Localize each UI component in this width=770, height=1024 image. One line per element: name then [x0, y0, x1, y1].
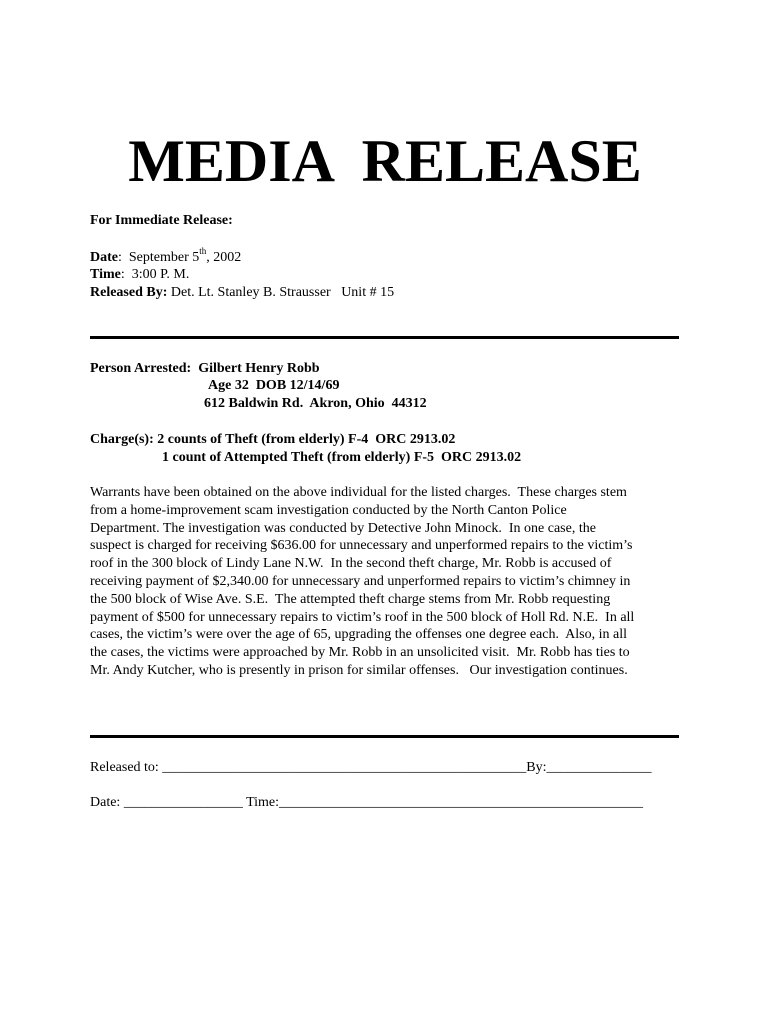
document-title: MEDIA RELEASE: [128, 128, 642, 194]
body-line: payment of $500 for unnecessary repairs to victim’s roof in the 500 block of Holl Rd. N.E. In all: [90, 609, 635, 625]
body-line: roof in the 300 block of Lindy Lane N.W. In the second theft charge, Mr. Robb is accused of: [90, 556, 612, 572]
immediate-release-label: For Immediate Release:: [90, 213, 233, 228]
date-time-field[interactable]: Date: _________________ Time:____________________________________________________: [90, 795, 644, 810]
body-line: suspect is charged for receiving $636.00 for unnecessary and unperformed repairs to the victim’s: [90, 538, 633, 554]
date-value-post: , 2002: [206, 250, 242, 265]
date-value-sup: th: [199, 246, 207, 257]
divider-top: [90, 336, 679, 339]
charges-line1: Charge(s): 2 counts of Theft (from elderly) F-4 ORC 2913.02: [90, 432, 456, 447]
person-arrested-line3: 612 Baldwin Rd. Akron, Ohio 44312: [204, 396, 427, 411]
body-line: cases, the victim’s were over the age of 65, upgrading the offenses one degree each. Also, in all: [90, 627, 628, 643]
person-arrested-line1: Person Arrested: Gilbert Henry Robb: [90, 361, 320, 376]
time-line: [90, 266, 189, 283]
body-line: Department. The investigation was conducted by Detective John Minock. In one case, the: [90, 520, 596, 536]
released-by-label: Released By:: [90, 285, 168, 300]
body-line: Mr. Andy Kutcher, who is presently in prison for similar offenses. Our investigation continues.: [90, 662, 628, 678]
released-by-value: Det. Lt. Stanley B. Strausser Unit # 15: [167, 285, 395, 300]
body-line: the cases, the victims were approached by Mr. Robb in an unsolicited visit. Mr. Robb has ties to: [90, 645, 630, 661]
released-to-field[interactable]: Released to: ____________________________________________________By:_______________: [90, 760, 652, 775]
release-body: [90, 484, 680, 680]
divider-bottom: [90, 735, 679, 738]
date-value-pre: : September 5: [118, 250, 200, 265]
person-arrested-line2: Age 32 DOB 12/14/69: [208, 378, 340, 393]
body-line: Warrants have been obtained on the above individual for the listed charges. These charges stem: [90, 485, 627, 500]
body-line: receiving payment of $2,340.00 for unnecessary and unperformed repairs to victim’s chimney in: [90, 573, 631, 589]
released-by-line: [90, 284, 394, 301]
body-line: from a home-improvement scam investigation conducted by the North Canton Police: [90, 502, 567, 518]
charges-line2: 1 count of Attempted Theft (from elderly) F-5 ORC 2913.02: [162, 450, 522, 465]
date-label: Date: [90, 250, 118, 265]
body-line: the 500 block of Wise Ave. S.E. The attempted theft charge stems from Mr. Robb requesting: [90, 591, 611, 607]
time-label: Time: [90, 267, 121, 282]
date-line: [90, 246, 242, 266]
time-value: : 3:00 P. M.: [120, 267, 190, 282]
